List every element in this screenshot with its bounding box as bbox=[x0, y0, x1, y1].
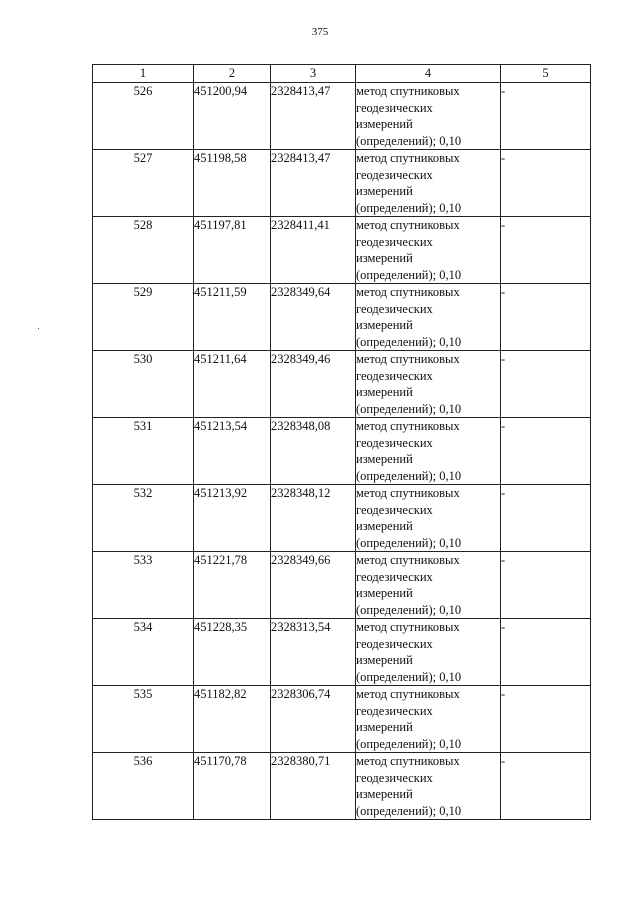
point-number-cell: 534 bbox=[93, 619, 194, 686]
header-col-5: 5 bbox=[501, 65, 591, 83]
method-line: геодезических bbox=[356, 703, 433, 718]
table-row bbox=[93, 619, 591, 686]
method-line: метод спутниковых bbox=[356, 352, 460, 366]
x-coordinate-cell: 451170,78 bbox=[194, 753, 271, 820]
y-coordinate-cell: 2328313,54 bbox=[271, 619, 356, 686]
method-line: (определений); 0,10 bbox=[356, 736, 462, 751]
coordinates-table bbox=[92, 64, 591, 820]
method-line: метод спутниковых bbox=[356, 419, 460, 433]
x-coordinate-cell: 451213,92 bbox=[194, 485, 271, 552]
page-number: 375 bbox=[311, 26, 329, 38]
method-cell bbox=[356, 753, 501, 820]
y-coordinate-cell: 2328411,41 bbox=[271, 217, 356, 284]
x-coordinate-cell: 451182,82 bbox=[194, 686, 271, 753]
y-coordinate-cell: 2328348,12 bbox=[271, 485, 356, 552]
point-number-cell: 531 bbox=[93, 418, 194, 485]
method-line: (определений); 0,10 bbox=[356, 334, 462, 349]
table-row bbox=[93, 217, 591, 284]
method-line: (определений); 0,10 bbox=[356, 535, 462, 550]
method-line: геодезических bbox=[356, 435, 433, 450]
table-row bbox=[93, 150, 591, 217]
point-number-cell: 535 bbox=[93, 686, 194, 753]
method-line: измерений bbox=[356, 184, 413, 198]
method-line: геодезических bbox=[356, 636, 433, 651]
x-coordinate-cell: 451197,81 bbox=[194, 217, 271, 284]
point-number-cell: 533 bbox=[93, 552, 194, 619]
method-line: (определений); 0,10 bbox=[356, 200, 462, 215]
method-line: (определений); 0,10 bbox=[356, 669, 462, 684]
method-cell bbox=[356, 217, 501, 284]
y-coordinate-cell: 2328306,74 bbox=[271, 686, 356, 753]
point-number-cell: 530 bbox=[93, 351, 194, 418]
method-line: измерений bbox=[356, 519, 413, 533]
table-row bbox=[93, 552, 591, 619]
method-line: метод спутниковых bbox=[356, 285, 460, 299]
note-cell: - bbox=[501, 753, 591, 820]
note-cell: - bbox=[501, 418, 591, 485]
margin-mark bbox=[38, 328, 39, 329]
x-coordinate-cell: 451221,78 bbox=[194, 552, 271, 619]
method-line: геодезических bbox=[356, 368, 433, 383]
method-cell bbox=[356, 351, 501, 418]
method-line: (определений); 0,10 bbox=[356, 133, 462, 148]
method-line: метод спутниковых bbox=[356, 218, 460, 232]
method-line: (определений); 0,10 bbox=[356, 602, 462, 617]
method-line: метод спутниковых bbox=[356, 553, 460, 567]
table-row bbox=[93, 83, 591, 150]
note-cell: - bbox=[501, 83, 591, 150]
method-line: измерений bbox=[356, 385, 413, 399]
point-number-cell: 526 bbox=[93, 83, 194, 150]
y-coordinate-cell: 2328413,47 bbox=[271, 83, 356, 150]
x-coordinate-cell: 451198,58 bbox=[194, 150, 271, 217]
note-cell: - bbox=[501, 552, 591, 619]
x-coordinate-cell: 451213,54 bbox=[194, 418, 271, 485]
table-row bbox=[93, 418, 591, 485]
method-line: метод спутниковых bbox=[356, 620, 460, 634]
y-coordinate-cell: 2328348,08 bbox=[271, 418, 356, 485]
table-row bbox=[93, 284, 591, 351]
header-col-4: 4 bbox=[356, 65, 501, 83]
note-cell: - bbox=[501, 351, 591, 418]
method-line: измерений bbox=[356, 586, 413, 600]
x-coordinate-cell: 451211,59 bbox=[194, 284, 271, 351]
x-coordinate-cell: 451200,94 bbox=[194, 83, 271, 150]
method-cell bbox=[356, 418, 501, 485]
method-line: измерений bbox=[356, 318, 413, 332]
method-line: геодезических bbox=[356, 770, 433, 785]
table-body bbox=[93, 83, 591, 820]
y-coordinate-cell: 2328349,66 bbox=[271, 552, 356, 619]
x-coordinate-cell: 451228,35 bbox=[194, 619, 271, 686]
method-cell bbox=[356, 619, 501, 686]
y-coordinate-cell: 2328413,47 bbox=[271, 150, 356, 217]
point-number-cell: 532 bbox=[93, 485, 194, 552]
y-coordinate-cell: 2328349,64 bbox=[271, 284, 356, 351]
method-line: метод спутниковых bbox=[356, 84, 460, 98]
method-cell bbox=[356, 83, 501, 150]
method-line: геодезических bbox=[356, 301, 433, 316]
table-header bbox=[93, 65, 591, 83]
point-number-cell: 527 bbox=[93, 150, 194, 217]
method-line: геодезических bbox=[356, 502, 433, 517]
note-cell: - bbox=[501, 485, 591, 552]
method-cell bbox=[356, 552, 501, 619]
method-line: измерений bbox=[356, 452, 413, 466]
method-line: (определений); 0,10 bbox=[356, 267, 462, 282]
method-line: (определений); 0,10 bbox=[356, 468, 462, 483]
header-col-1: 1 bbox=[93, 65, 194, 83]
header-row bbox=[93, 65, 591, 83]
method-line: геодезических bbox=[356, 569, 433, 584]
method-cell bbox=[356, 284, 501, 351]
method-line: измерений bbox=[356, 787, 413, 801]
method-line: измерений bbox=[356, 117, 413, 131]
method-line: геодезических bbox=[356, 100, 433, 115]
note-cell: - bbox=[501, 217, 591, 284]
table-row bbox=[93, 753, 591, 820]
method-line: (определений); 0,10 bbox=[356, 803, 462, 818]
y-coordinate-cell: 2328349,46 bbox=[271, 351, 356, 418]
note-cell: - bbox=[501, 284, 591, 351]
point-number-cell: 529 bbox=[93, 284, 194, 351]
table-row bbox=[93, 686, 591, 753]
method-line: геодезических bbox=[356, 167, 433, 182]
method-line: измерений bbox=[356, 251, 413, 265]
method-line: метод спутниковых bbox=[356, 151, 460, 165]
method-line: метод спутниковых bbox=[356, 486, 460, 500]
note-cell: - bbox=[501, 619, 591, 686]
y-coordinate-cell: 2328380,71 bbox=[271, 753, 356, 820]
method-line: (определений); 0,10 bbox=[356, 401, 462, 416]
method-line: метод спутниковых bbox=[356, 687, 460, 701]
method-line: измерений bbox=[356, 653, 413, 667]
method-cell bbox=[356, 686, 501, 753]
method-line: измерений bbox=[356, 720, 413, 734]
note-cell: - bbox=[501, 686, 591, 753]
x-coordinate-cell: 451211,64 bbox=[194, 351, 271, 418]
method-line: метод спутниковых bbox=[356, 754, 460, 768]
note-cell: - bbox=[501, 150, 591, 217]
header-col-2: 2 bbox=[194, 65, 271, 83]
method-cell bbox=[356, 485, 501, 552]
table-row bbox=[93, 485, 591, 552]
header-col-3: 3 bbox=[271, 65, 356, 83]
point-number-cell: 528 bbox=[93, 217, 194, 284]
point-number-cell: 536 bbox=[93, 753, 194, 820]
table-row bbox=[93, 351, 591, 418]
method-cell bbox=[356, 150, 501, 217]
method-line: геодезических bbox=[356, 234, 433, 249]
